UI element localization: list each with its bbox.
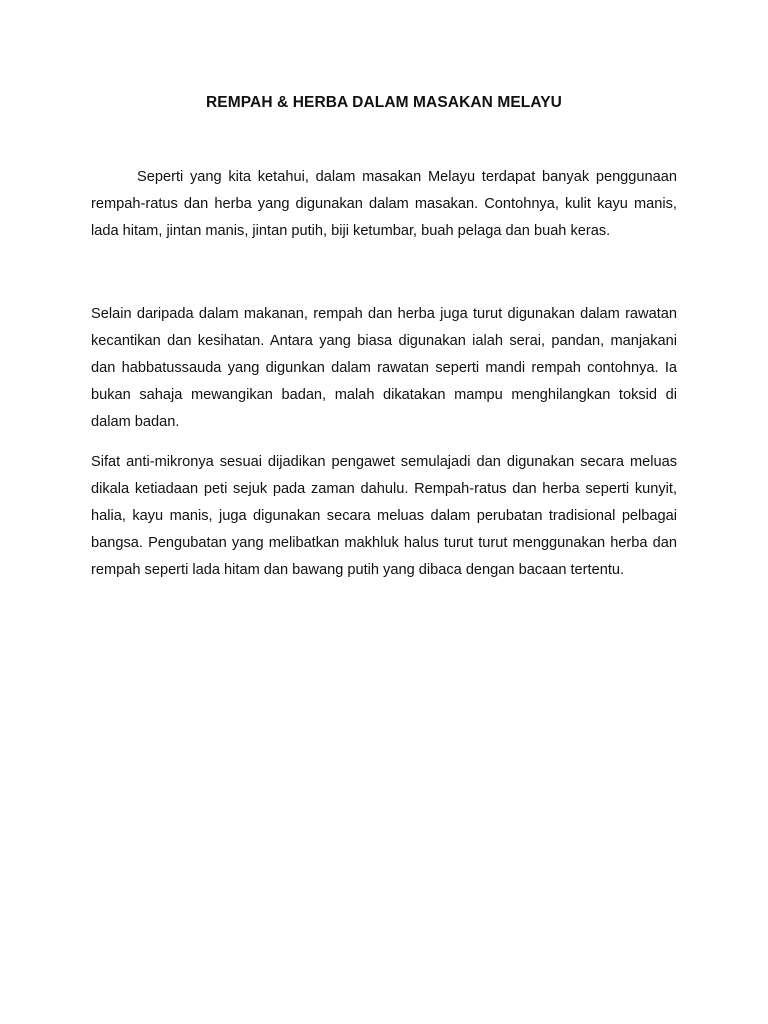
paragraph-intro: Seperti yang kita ketahui, dalam masakan Melayu terdapat banyak penggunaan rempah-ratus dan herba yang digunakan dalam masakan. Contohnya, kulit kayu manis, lada hitam, jintan manis, jintan putih, biji ketumbar, buah pelaga dan buah keras.	[91, 169, 677, 240]
document-title: REMPAH & HERBA DALAM MASAKAN MELAYU	[206, 94, 562, 111]
document-page	[91, 92, 677, 585]
paragraph-beauty-health: Selain daripada dalam makanan, rempah dan herba juga turut digunakan dalam rawatan kecantikan dan kesihatan. Antara yang biasa digunakan ialah serai, pandan, manjakani dan habbatussauda yang digunkan dalam rawatan seperti mandi rempah contohnya. Ia bukan sahaja mewangikan badan, malah dikatakan mampu menghilangkan toksid di dalam badan.	[91, 305, 677, 431]
paragraph-preservative-medicine: Sifat anti-mikronya sesuai dijadikan pengawet semulajadi dan digunakan secara meluas dikala ketiadaan peti sejuk pada zaman dahulu. Rempah-ratus dan herba seperti kunyit, halia, kayu manis, juga digunakan secara meluas dalam perubatan tradisional pelbagai bangsa. Pengubatan yang melibatkan makhluk halus turut turut menggunakan herba dan rempah seperti lada hitam dan bawang putih yang dibaca dengan bacaan tertentu.	[91, 453, 677, 579]
